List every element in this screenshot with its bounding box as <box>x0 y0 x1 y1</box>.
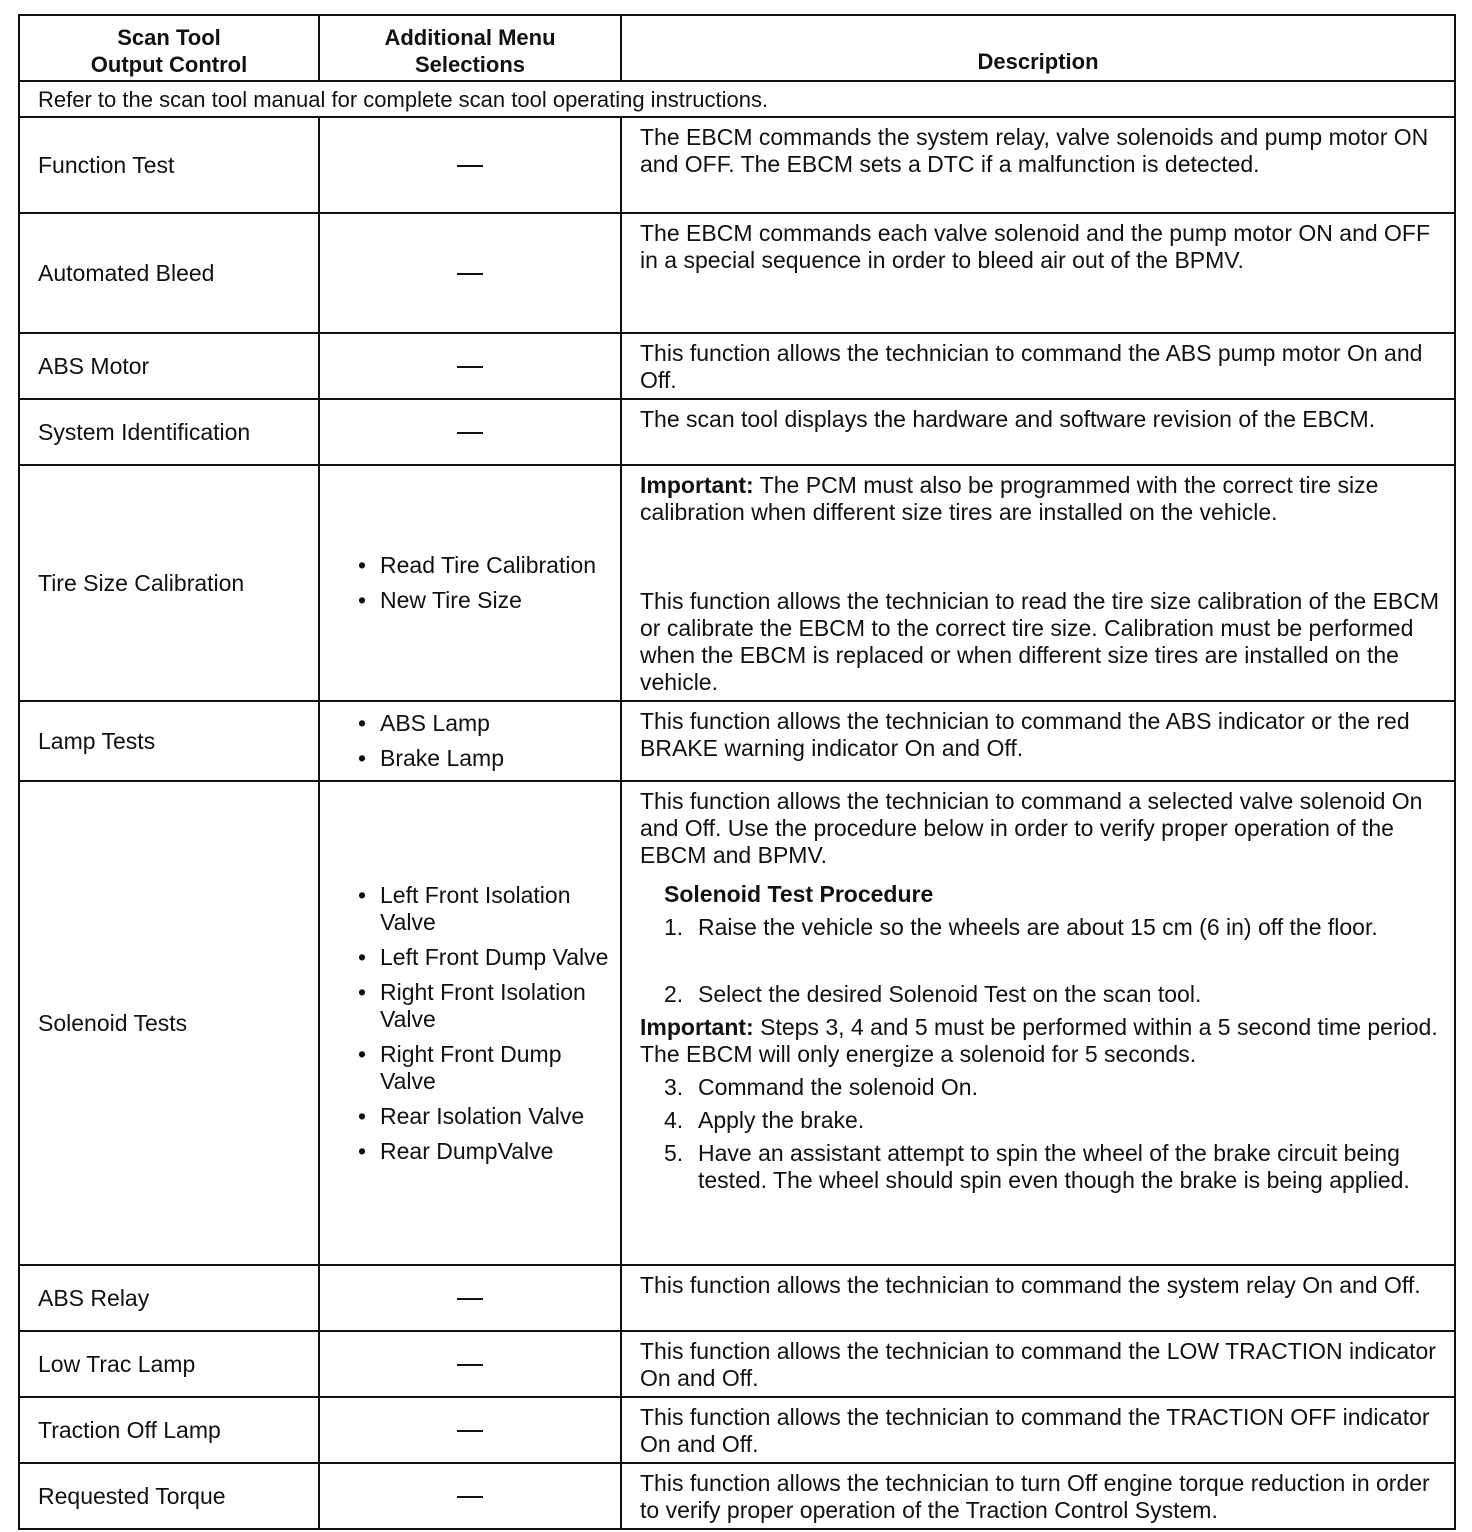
table-row <box>19 1463 1455 1529</box>
description: This function allows the technician to read the tire size calibration of the EBCM or calibrate the EBCM to the correct tire size. Calibration must be performed when the EBCM is replaced or when different size tires are installed on the vehicle. <box>640 588 1440 695</box>
important-text: Steps 3, 4 and 5 must be performed within a 5 second time period. The EBCM will only energize a solenoid for 5 seconds. <box>640 1014 1438 1067</box>
description: This function allows the technician to command the TRACTION OFF indicator On and Off. <box>621 1397 1455 1463</box>
header-row <box>19 15 1455 81</box>
control-name: Requested Torque <box>19 1463 319 1529</box>
table-row <box>19 333 1455 399</box>
dash-icon <box>457 1430 483 1432</box>
control-name: System Identification <box>19 399 319 465</box>
dash-icon <box>457 1364 483 1366</box>
description-cell <box>621 781 1455 1265</box>
list-item: • Left Front Dump Valve <box>358 944 620 971</box>
list-item: • ABS Lamp <box>358 710 620 737</box>
step-number: 4. <box>664 1107 684 1133</box>
dash-icon <box>457 273 483 275</box>
table-row <box>19 1397 1455 1463</box>
step-text: Have an assistant attempt to spin the wheel of the brake circuit being tested. The wheel should spin even though the brake is being applied. <box>698 1140 1410 1193</box>
list-item: • New Tire Size <box>358 587 620 614</box>
list-item <box>664 1140 1442 1194</box>
menu-selections <box>319 781 621 1265</box>
header-menu-selections: Additional Menu Selections <box>319 15 621 81</box>
list-item: • Rear Isolation Valve <box>358 1103 620 1130</box>
important-label: Important: <box>640 1014 754 1040</box>
table-row <box>19 1331 1455 1397</box>
procedure-steps <box>640 1074 1442 1194</box>
control-name: Automated Bleed <box>19 213 319 333</box>
scan-tool-output-control-table <box>18 14 1456 1530</box>
menu-selection-none <box>319 1265 621 1331</box>
control-name: Low Trac Lamp <box>19 1331 319 1397</box>
table-row <box>19 781 1455 1265</box>
procedure-title: Solenoid Test Procedure <box>664 881 934 907</box>
selection-list <box>320 882 620 1165</box>
description: This function allows the technician to command a selected valve solenoid On and Off. Use the procedure below in order to verify proper operation of the EBCM and BPMV. <box>640 788 1423 868</box>
control-name: Traction Off Lamp <box>19 1397 319 1463</box>
control-name: Function Test <box>19 117 319 213</box>
description: The EBCM commands each valve solenoid and the pump motor ON and OFF in a special sequence in order to bleed air out of the BPMV. <box>621 213 1455 333</box>
table-row <box>19 399 1455 465</box>
list-item: • Brake Lamp <box>358 745 620 772</box>
description-cell <box>621 465 1455 701</box>
dash-icon <box>457 165 483 167</box>
menu-selection-none <box>319 117 621 213</box>
dash-icon <box>457 432 483 434</box>
step-number: 3. <box>664 1074 684 1100</box>
description: This function allows the technician to command the ABS pump motor On and Off. <box>621 333 1455 399</box>
important-note <box>640 472 1442 526</box>
menu-selection-none <box>319 1331 621 1397</box>
dash-icon <box>457 1298 483 1300</box>
selection-list <box>320 710 620 772</box>
menu-selections <box>319 465 621 701</box>
list-item: • Right Front Dump Valve <box>358 1041 620 1095</box>
list-item <box>664 1107 1442 1134</box>
list-item: • Rear DumpValve <box>358 1138 620 1165</box>
list-item: • Left Front Isolation Valve <box>358 882 620 936</box>
description: This function allows the technician to turn Off engine torque reduction in order to verify proper operation of the Traction Control System. <box>621 1463 1455 1529</box>
header-description: Description <box>621 15 1455 81</box>
step-number: 5. <box>664 1140 684 1166</box>
step-text: Apply the brake. <box>698 1107 865 1133</box>
instructions-note: Refer to the scan tool manual for complete scan tool operating instructions. <box>19 81 1455 117</box>
list-item <box>664 914 1442 941</box>
description: This function allows the technician to command the ABS indicator or the red BRAKE warning indicator On and Off. <box>621 701 1455 781</box>
menu-selections <box>319 701 621 781</box>
step-text: Raise the vehicle so the wheels are about 15 cm (6 in) off the floor. <box>698 914 1378 940</box>
menu-selection-none <box>319 1463 621 1529</box>
table-row <box>19 465 1455 701</box>
step-number: 1. <box>664 914 684 940</box>
procedure-steps <box>640 981 1442 1008</box>
control-name: ABS Relay <box>19 1265 319 1331</box>
list-item <box>664 981 1442 1008</box>
step-text: Command the solenoid On. <box>698 1074 978 1100</box>
description: This function allows the technician to command the LOW TRACTION indicator On and Off. <box>621 1331 1455 1397</box>
menu-selection-none <box>319 1397 621 1463</box>
list-item <box>664 1074 1442 1101</box>
selection-list <box>320 552 620 614</box>
control-name: Lamp Tests <box>19 701 319 781</box>
description: The EBCM commands the system relay, valve solenoids and pump motor ON and OFF. The EBCM sets a DTC if a malfunction is detected. <box>621 117 1455 213</box>
important-text: The PCM must also be programmed with the correct tire size calibration when different size tires are installed on the vehicle. <box>640 472 1379 525</box>
step-number: 2. <box>664 981 684 1007</box>
dash-icon <box>457 1496 483 1498</box>
header-output-control: Scan Tool Output Control <box>19 15 319 81</box>
control-name: Tire Size Calibration <box>19 465 319 701</box>
table-row <box>19 213 1455 333</box>
control-name: Solenoid Tests <box>19 781 319 1265</box>
description: The scan tool displays the hardware and software revision of the EBCM. <box>621 399 1455 465</box>
menu-selection-none <box>319 213 621 333</box>
note-row <box>19 81 1455 117</box>
important-label: Important: <box>640 472 754 498</box>
list-item: • Read Tire Calibration <box>358 552 620 579</box>
menu-selection-none <box>319 333 621 399</box>
control-name: ABS Motor <box>19 333 319 399</box>
list-item: • Right Front Isolation Valve <box>358 979 620 1033</box>
menu-selection-none <box>319 399 621 465</box>
important-note <box>640 1014 1442 1068</box>
description: This function allows the technician to command the system relay On and Off. <box>621 1265 1455 1331</box>
procedure-steps <box>640 914 1442 941</box>
table-row <box>19 1265 1455 1331</box>
table-row <box>19 701 1455 781</box>
table-row <box>19 117 1455 213</box>
step-text: Select the desired Solenoid Test on the scan tool. <box>698 981 1202 1007</box>
dash-icon <box>457 366 483 368</box>
